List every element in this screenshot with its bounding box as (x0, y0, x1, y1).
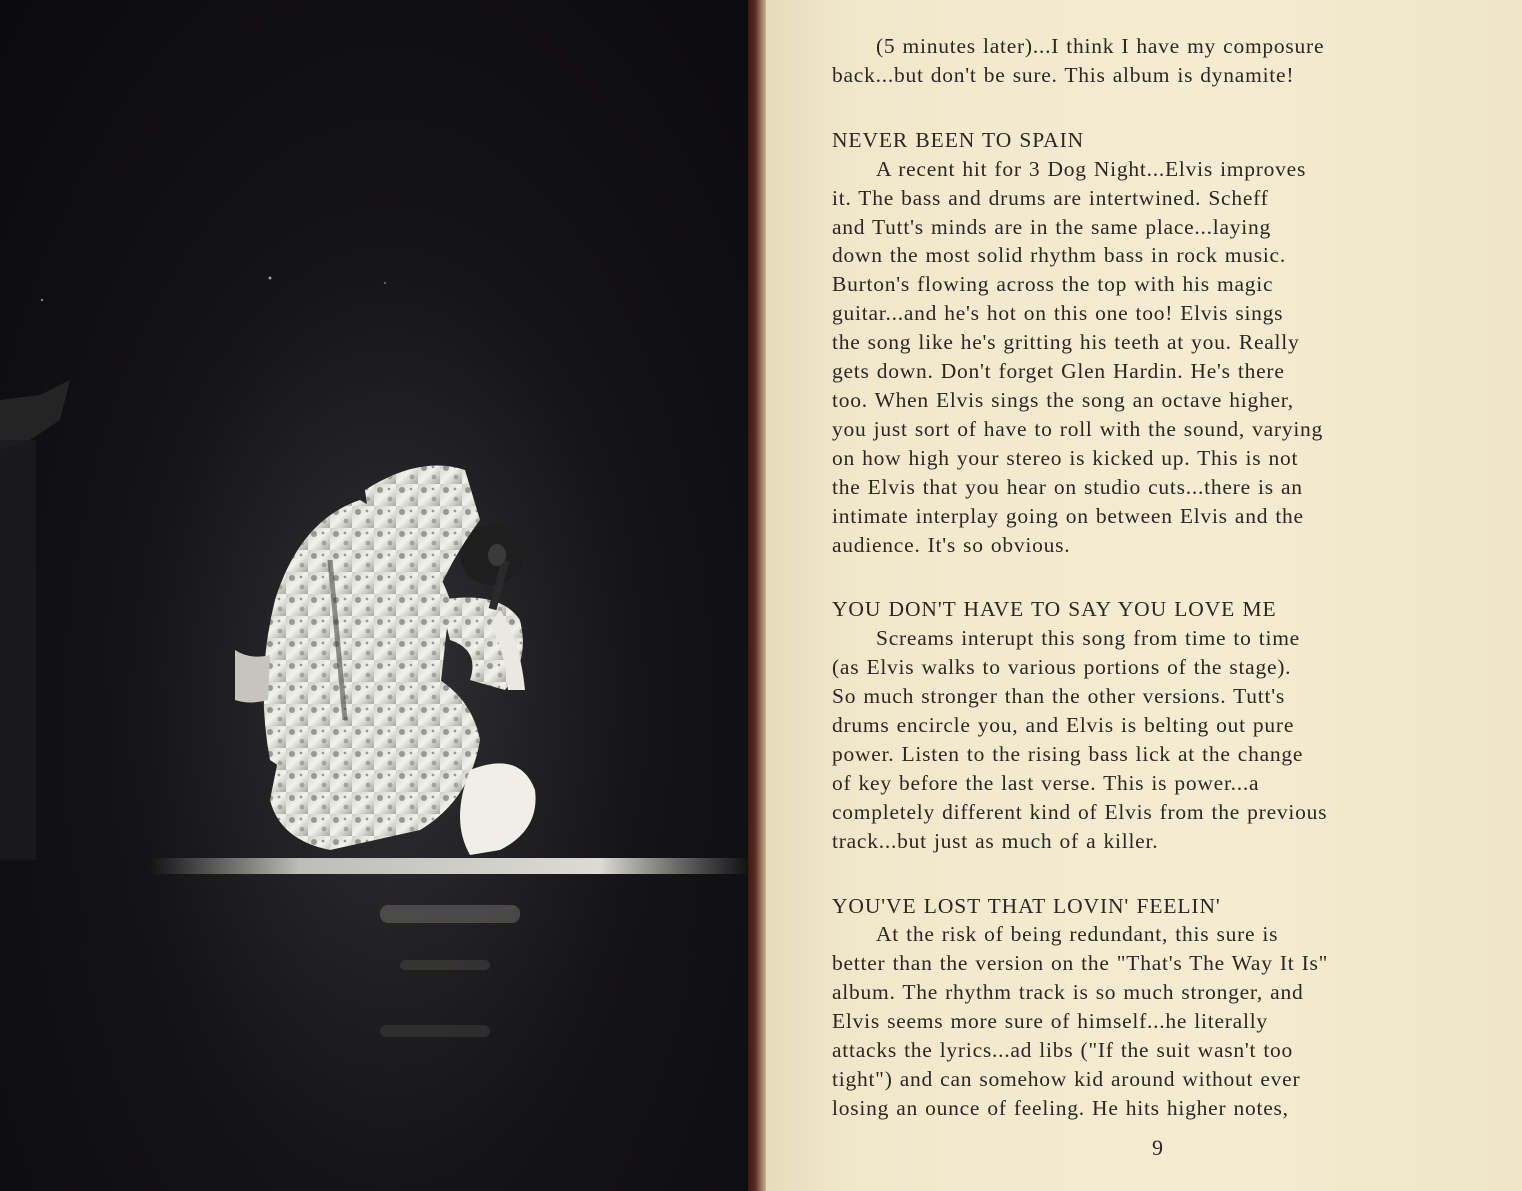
section-heading: NEVER BEEN TO SPAIN (832, 127, 1085, 152)
text-page (766, 0, 1522, 1191)
section-heading: YOU'VE LOST THAT LOVIN' FEELIN' (832, 893, 1221, 918)
section-line: intimate interplay going on between Elvis and the (832, 503, 1304, 528)
section-line: the Elvis that you hear on studio cuts...there is an (832, 474, 1303, 499)
section-line: and Tutt's minds are in the same place...laying (832, 214, 1272, 239)
performer-photo (0, 0, 748, 1191)
section-line: down the most solid rhythm bass in rock music. (832, 243, 1286, 268)
section-line: losing an ounce of feeling. He hits higher notes, (832, 1095, 1289, 1120)
book-gutter (748, 0, 766, 1191)
section-line: album. The rhythm track is so much stronger, and (832, 980, 1304, 1005)
section-line: it. The bass and drums are intertwined. Scheff (832, 185, 1269, 210)
section-line: you just sort of have to roll with the sound, varying (832, 416, 1324, 441)
section-line: of key before the last verse. This is power...a (832, 770, 1260, 795)
section-line: audience. It's so obvious. (832, 532, 1071, 557)
section-line: too. When Elvis sings the song an octave higher, (832, 387, 1294, 412)
section-line: drums encircle you, and Elvis is belting out pure (832, 713, 1295, 738)
page-text (832, 32, 1508, 1123)
section-line: guitar...and he's hot on this one too! Elvis sings (832, 301, 1284, 326)
section-line: better than the version on the "That's The Way It Is" (832, 951, 1329, 976)
section-line: Elvis seems more sure of himself...he literally (832, 1009, 1268, 1034)
intro-line: (5 minutes later)...I think I have my composure (876, 34, 1325, 58)
intro-line: back...but don't be sure. This album is dynamite! (832, 62, 1295, 87)
photo-page (0, 0, 748, 1191)
section-line: completely different kind of Elvis from the previous (832, 799, 1328, 824)
page-number: 9 (1152, 1135, 1163, 1160)
section-line: power. Listen to the rising bass lick at the change (832, 741, 1304, 766)
section-line: on how high your stereo is kicked up. This is not (832, 445, 1299, 470)
section-line: A recent hit for 3 Dog Night...Elvis improves (876, 156, 1307, 181)
section-line: the song like he's gritting his teeth at you. Really (832, 330, 1300, 355)
section-line: gets down. Don't forget Glen Hardin. He's there (832, 359, 1285, 384)
section-line: At the risk of being redundant, this sure is (876, 922, 1279, 947)
section-line: (as Elvis walks to various portions of the stage). (832, 655, 1292, 680)
section-heading: YOU DON'T HAVE TO SAY YOU LOVE ME (832, 597, 1277, 622)
section-line: Screams interupt this song from time to time (876, 626, 1300, 651)
section-line: tight") and can somehow kid around without ever (832, 1067, 1301, 1091)
section-line: Burton's flowing across the top with his magic (832, 272, 1274, 297)
section-line: So much stronger than the other versions. Tutt's (832, 684, 1285, 709)
section-line: track...but just as much of a killer. (832, 828, 1159, 853)
section-line: attacks the lyrics...ad libs ("If the suit wasn't too (832, 1038, 1294, 1063)
